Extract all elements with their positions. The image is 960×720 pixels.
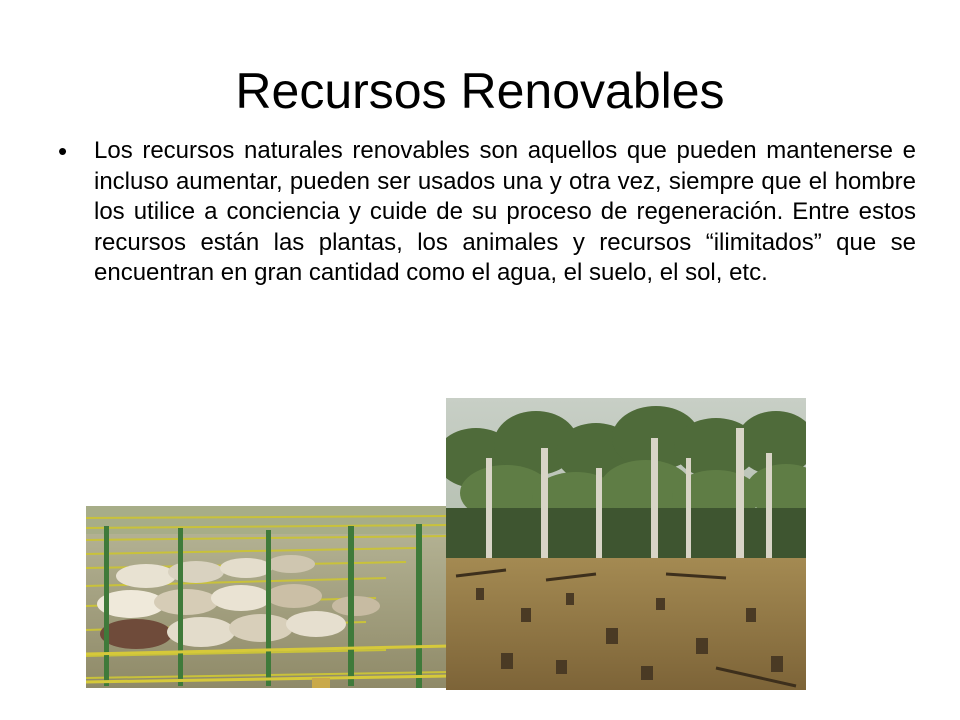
bullet-paragraph: Los recursos naturales renovables son aquellos que pueden mantenerse e incluso aumentar, pueden ser usados una y otra vez, siempre que el hombre los utilice a conciencia y cuide de su proceso de regeneración. Entre estos recursos están las plantas, los animales y recursos “ilimitados” que se encuentran en gran cantidad como el agua, el suelo, el sol, etc. [94, 137, 916, 286]
deforested-land-illustration [446, 398, 806, 690]
deforested-land-photo [446, 398, 806, 690]
slide-title: Recursos Renovables [235, 63, 725, 119]
livestock-pen-photo [86, 506, 450, 688]
bullet-marker: • [58, 136, 68, 166]
livestock-pen-illustration [86, 506, 450, 688]
bullet-list [58, 136, 916, 289]
